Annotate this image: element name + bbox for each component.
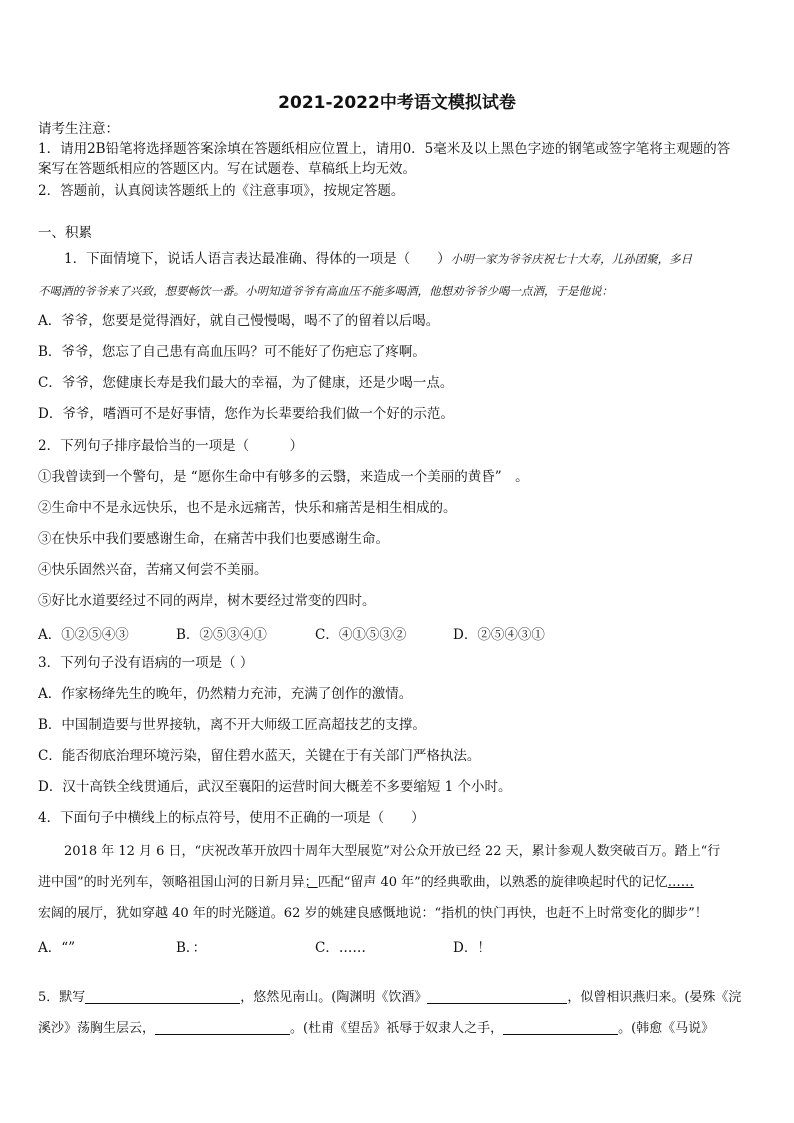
question-4-option-c: C．……: [315, 940, 366, 956]
question-3-option-a: A．作家杨绛先生的晚年，仍然精力充沛，充满了创作的激情。: [38, 686, 413, 702]
fill-blank-4[interactable]: [503, 1020, 618, 1035]
question-5-line-1: [38, 989, 741, 1007]
page-title: 2021-2022中考语文模拟试卷: [278, 93, 516, 113]
question-2-option-b: B．②⑤③④①: [176, 627, 267, 643]
question-5-line-1-text-c: ，似曾相识燕归来。(晏殊《浣: [567, 990, 742, 1005]
question-2-stem: 2．下列句子排序最恰当的一项是（ ）: [38, 438, 304, 454]
question-4-p2-part-d: 匹配“留声 40 年”的经典歌曲，以熟悉的旋律唤起时代的记忆: [317, 875, 668, 890]
question-2-sentence-1: ①我曾读到一个警句，是 “愿你生命中有够多的云翳，来造成一个美丽的黄昏” 。: [38, 469, 529, 485]
question-1-stem: [64, 250, 692, 268]
notice-item-1b: 案写在答题纸相应的答题区内。写在试题卷、草稿纸上均无效。: [38, 161, 416, 177]
question-2-option-c: C．④①⑤③②: [315, 627, 407, 643]
notice-item-2: 2．答题前，认真阅读答题纸上的《注意事项》，按规定答题。: [38, 183, 405, 199]
question-3-option-b: B．中国制造要与世界接轨，离不开大师级工匠高超技艺的支撑。: [38, 717, 426, 733]
question-4-p2-part-a: 进中国: [38, 875, 78, 890]
question-2-option-a: A．①②⑤④③: [38, 627, 129, 643]
notice-heading: 请考生注意：: [38, 121, 119, 137]
section-heading: 一、积累: [38, 225, 92, 241]
question-5-line-2-text-c: 。(韩愈《马说》: [618, 1021, 715, 1036]
fill-blank-1[interactable]: [85, 989, 240, 1004]
question-4-option-a: A．“”: [38, 940, 76, 956]
question-4-stem: 4．下面句子中横线上的标点符号，使用不正确的一项是（ ）: [38, 810, 425, 826]
question-4-p2-part-b: ”的时光列车，领略祖国山河的日新月异: [77, 875, 305, 890]
question-1-option-c: C．爷爷，您健康长寿是我们最大的幸福，为了健康，还是少喝一点。: [38, 375, 454, 391]
question-4-p2-mark-ellipsis: ……: [667, 875, 694, 890]
question-5-line-2-text-a: 溪沙》荡胸生层云，: [38, 1021, 156, 1036]
question-5-label: 5．默写: [38, 990, 86, 1005]
question-4-option-b: B．：: [176, 940, 207, 956]
question-5-line-1-text-b: ，悠然见南山。(陶渊明《饮酒》: [240, 990, 428, 1005]
notice-item-1a: 1．请用2B铅笔将选择题答案涂填在答题纸相应位置上，请用0．5毫米及以上黑色字迹的钢笔或签字笔将主观题的答: [38, 141, 731, 157]
question-2-sentence-5: ⑤好比水道要经过不同的两岸，树木要经过常变的四时。: [38, 593, 376, 609]
question-3-stem: 3．下列句子没有语病的一项是（ ）: [38, 655, 254, 671]
question-1-option-d: D．爷爷，嗜酒可不是好事情，您作为长辈要给我们做一个好的示范。: [38, 406, 454, 422]
fill-blank-2[interactable]: [427, 989, 567, 1004]
question-1-context-a: 小明一家为爷爷庆祝七十大寿，儿孙团聚，多日: [450, 252, 693, 266]
question-1-option-b: B．爷爷，您忘了自己患有高血压吗？可不能好了伤疤忘了疼啊。: [38, 344, 426, 360]
question-4-passage-1: 2018 年 12 月 6 日，“庆祝改革开放四十周年大型展览”对公众开放已经 22 天，累计参观人数突破百万。踏上“行: [64, 844, 721, 859]
question-1-option-a: A．爷爷，您要是觉得酒好，就自己慢慢喝，喝不了的留着以后喝。: [38, 313, 440, 329]
question-2-sentence-2: ②生命中不是永远快乐，也不是永远痛苦，快乐和痛苦是相生相成的。: [38, 500, 457, 516]
question-3-option-c: C．能否彻底治理环境污染，留住碧水蓝天，关键在于有关部门严格执法。: [38, 748, 481, 764]
question-4-option-d: D．！: [453, 940, 491, 956]
question-2-option-d: D．②⑤④③①: [453, 627, 545, 643]
question-2-sentence-4: ④快乐固然兴奋，苦痛又何尝不美丽。: [38, 562, 268, 578]
question-4-passage-2: [38, 874, 694, 892]
question-4-passage-3: 宏阔的展厅，犹如穿越 40 年的时光隧道。62 岁的姚建良感慨地说：“指机的快门再快，也赶不上时常变化的脚步”！: [38, 906, 708, 921]
question-5-line-2: [38, 1020, 714, 1038]
fill-blank-3[interactable]: [155, 1020, 290, 1035]
question-5-line-2-text-b: 。(杜甫《望岳》祇辱于奴隶人之手，: [290, 1021, 504, 1036]
question-1-stem-text: 1．下面情境下，说话人语言表达最准确、得体的一项是（ ）: [64, 251, 451, 267]
question-1-context-b: 不喝酒的爷爷来了兴致，想要畅饮一番。小明知道爷爷有高血压不能多喝酒，他想劝爷爷少喝一点酒，于是他说：: [38, 284, 613, 298]
question-2-sentence-3: ③在快乐中我们要感谢生命，在痛苦中我们也要感谢生命。: [38, 531, 389, 547]
question-3-option-d: D．汉十高铁全线贯通后，武汉至襄阳的运营时间大概差不多要缩短 1 个小时。: [38, 779, 512, 795]
question-4-p2-mark-semicolon: ；: [304, 875, 318, 890]
